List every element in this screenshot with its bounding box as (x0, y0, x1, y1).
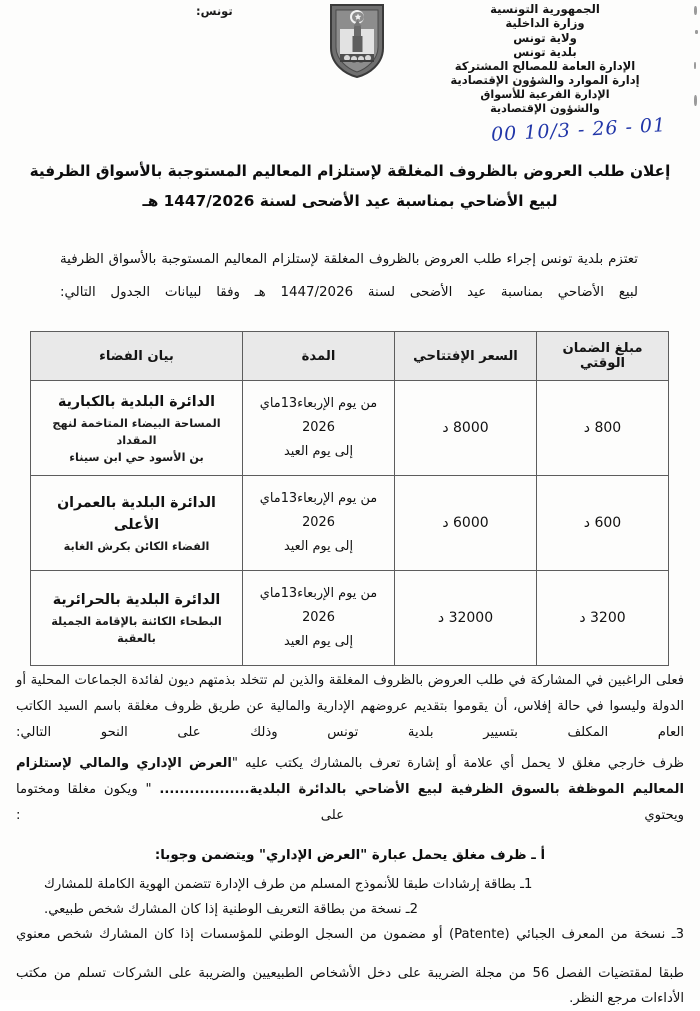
column-header-opening-price: السعر الإفتتاحي (395, 332, 537, 381)
column-header-space: بيان الفضاء (31, 332, 243, 381)
cell-opening-price (395, 381, 537, 476)
deposit-value: 3200 د (579, 610, 626, 626)
section-heading-administrative-offer: أ ـ ظرف مغلق يحمل عبارة "العرض الإداري" ويتضمن وجوبا: (154, 848, 546, 863)
opening-price-value: 6000 د (442, 515, 489, 531)
envelope-text-part-2: " ويكون مغلقا ومختوما ويحتوي على : (16, 782, 684, 823)
period-line-end: إلى يوم العيد (283, 634, 354, 649)
cell-opening-price (395, 571, 537, 666)
opening-price-value: 32000 د (437, 610, 494, 626)
header-line-economic-affairs: والشؤون الإقتصادية (490, 102, 600, 116)
list-item-line-3: الأداءات مرجع النظر. (569, 991, 684, 1006)
header-line-republic: الجمهورية التونسية (490, 2, 600, 16)
list-item (16, 922, 684, 947)
header-left-city-label: تونس: (196, 4, 233, 18)
period-line-start: من يوم الإربعاء13ماي (259, 396, 378, 411)
space-location-line-1: الفضاء الكائن بكرش الغابة (63, 539, 210, 553)
header-line-governorate: ولاية تونس (513, 30, 577, 45)
list-item-continuation (16, 961, 684, 1011)
period-line-year: 2026 (302, 610, 335, 625)
header-line-markets-subdirectorate: الإدارة الفرعية للأسواق (480, 87, 610, 101)
space-location-line-1: المساحة البيضاء المتاخمة لنهج المقداد (52, 416, 221, 447)
document-header (0, 0, 700, 150)
opening-price-value: 8000 د (442, 420, 489, 436)
cell-space (31, 381, 243, 476)
intro-paragraph: تعتزم بلدية تونس إجراء طلب العروض بالظروف المغلقة لإستلزام المعاليم المستوجبة بالأسواق الظرفية لبيع الأضاحي بمناسبة عيد الأضحى لسنة 1447/2026 هـ وفقا لبيانات الجدول التالي: (60, 252, 638, 300)
period-line-end: إلى يوم العيد (283, 444, 354, 459)
table-header-row (31, 332, 669, 381)
bid-table-container (31, 331, 669, 666)
scan-edge-artifacts (691, 0, 699, 150)
table-row (31, 476, 669, 571)
cell-deposit (537, 571, 669, 666)
envelope-text-bold: العرض الإداري والمالي لإستلزام المعاليم الموظفة بالسوق الظرفية لبيع الأضاحي بالدائرة البلدية (16, 756, 685, 797)
envelope-text-dots: .................. (159, 782, 250, 797)
envelope-instructions-paragraph (16, 751, 684, 829)
cell-period (243, 571, 395, 666)
header-line-general-directorate: الإدارة العامة للمصالح المشتركة (454, 59, 636, 74)
participation-conditions-paragraph: فعلى الراغبين في المشاركة في طلب العروض بالظروف المغلقة والذين لم تتخلد بذمتهم ديون لفائدة الجماعات المحلية أو الدولة وليسوا في حالة إفلاس، أن يقوموا بتقديم عروضهم الإدارية والمالية عن طريق ظروف مغلقة باسم السيد الكاتب العام المكلف بتسيير بلدية تونس وذلك على النحو التالي: (16, 673, 684, 740)
required-documents-list (16, 872, 684, 947)
period-line-year: 2026 (302, 515, 335, 530)
space-district-name: الدائرة البلدية بالعمران الأعلى (57, 494, 216, 533)
page-title-line-2: لبيع الأضاحي بمناسبة عيد الأضحى لسنة 1447/2026 هـ (142, 192, 558, 210)
list-item-line-2: طبقا لمقتضيات الفصل 56 من مجلة الضريبة على دخل الأشخاص الطبيعيين والضريبة على الشركات تسلم من مكتب (16, 966, 684, 981)
list-item-line-1: 3ـ نسخة من المعرف الجبائي (Patente) أو مضمون من السجل الوطني للمؤسسات إذا كان المشارك شخص معنوي (16, 927, 684, 942)
page-title-line-1: إعلان طلب العروض بالظروف المغلقة لإستلزام المعاليم المستوجبة بالأسواق الظرفية (29, 162, 671, 180)
space-location-line-1: البطحاء الكائنة بالإقامة الجميلة بالعقبة (51, 615, 222, 645)
header-line-ministry: وزارة الداخلية (505, 16, 585, 31)
period-line-start: من يوم الإربعاء13ماي (259, 491, 378, 506)
space-location-line-2: بن الأسود حي ابن سيناء (69, 450, 204, 464)
deposit-value: 800 د (583, 420, 622, 436)
cell-deposit (537, 381, 669, 476)
header-authority-block (402, 2, 688, 116)
page-title (0, 156, 700, 216)
cell-period (243, 476, 395, 571)
header-line-resources-directorate: إدارة الموارد والشؤون الإقتصادية (450, 73, 640, 88)
cell-opening-price (395, 476, 537, 571)
period-line-year: 2026 (302, 420, 335, 435)
column-header-period: المدة (243, 332, 395, 381)
header-line-municipality: بلدية تونس (513, 44, 577, 59)
deposit-value: 600 د (583, 515, 622, 531)
cell-deposit (537, 476, 669, 571)
table-row (31, 381, 669, 476)
period-line-end: إلى يوم العيد (283, 539, 354, 554)
bid-table (30, 331, 669, 666)
cell-space (31, 571, 243, 666)
cell-period (243, 381, 395, 476)
space-district-name: الدائرة البلدية بالحرائرية (52, 592, 221, 608)
list-item: 2ـ نسخة من بطاقة التعريف الوطنية إذا كان المشارك شخص طبيعي. (44, 902, 419, 917)
cell-space (31, 476, 243, 571)
coat-of-arms-municipality-of-tunis-icon (327, 2, 387, 80)
space-district-name: الدائرة البلدية بالكبارية (57, 393, 215, 410)
list-item: 1ـ بطاقة إرشادات طبقا للأنموذج المسلم من طرف الإدارة تتضمن الهوية الكاملة للمشارك (44, 877, 533, 892)
handwritten-reference-number: 00 10/3 - 26 - 01 (490, 114, 667, 146)
period-line-start: من يوم الإربعاء13ماي (259, 586, 378, 601)
envelope-text-part-1: ظرف خارجي مغلق لا يحمل أي علامة أو إشارة تعرف بالمشارك يكتب عليه " (231, 756, 684, 771)
table-row (31, 571, 669, 666)
column-header-deposit: مبلغ الضمان الوقتي (537, 332, 669, 381)
